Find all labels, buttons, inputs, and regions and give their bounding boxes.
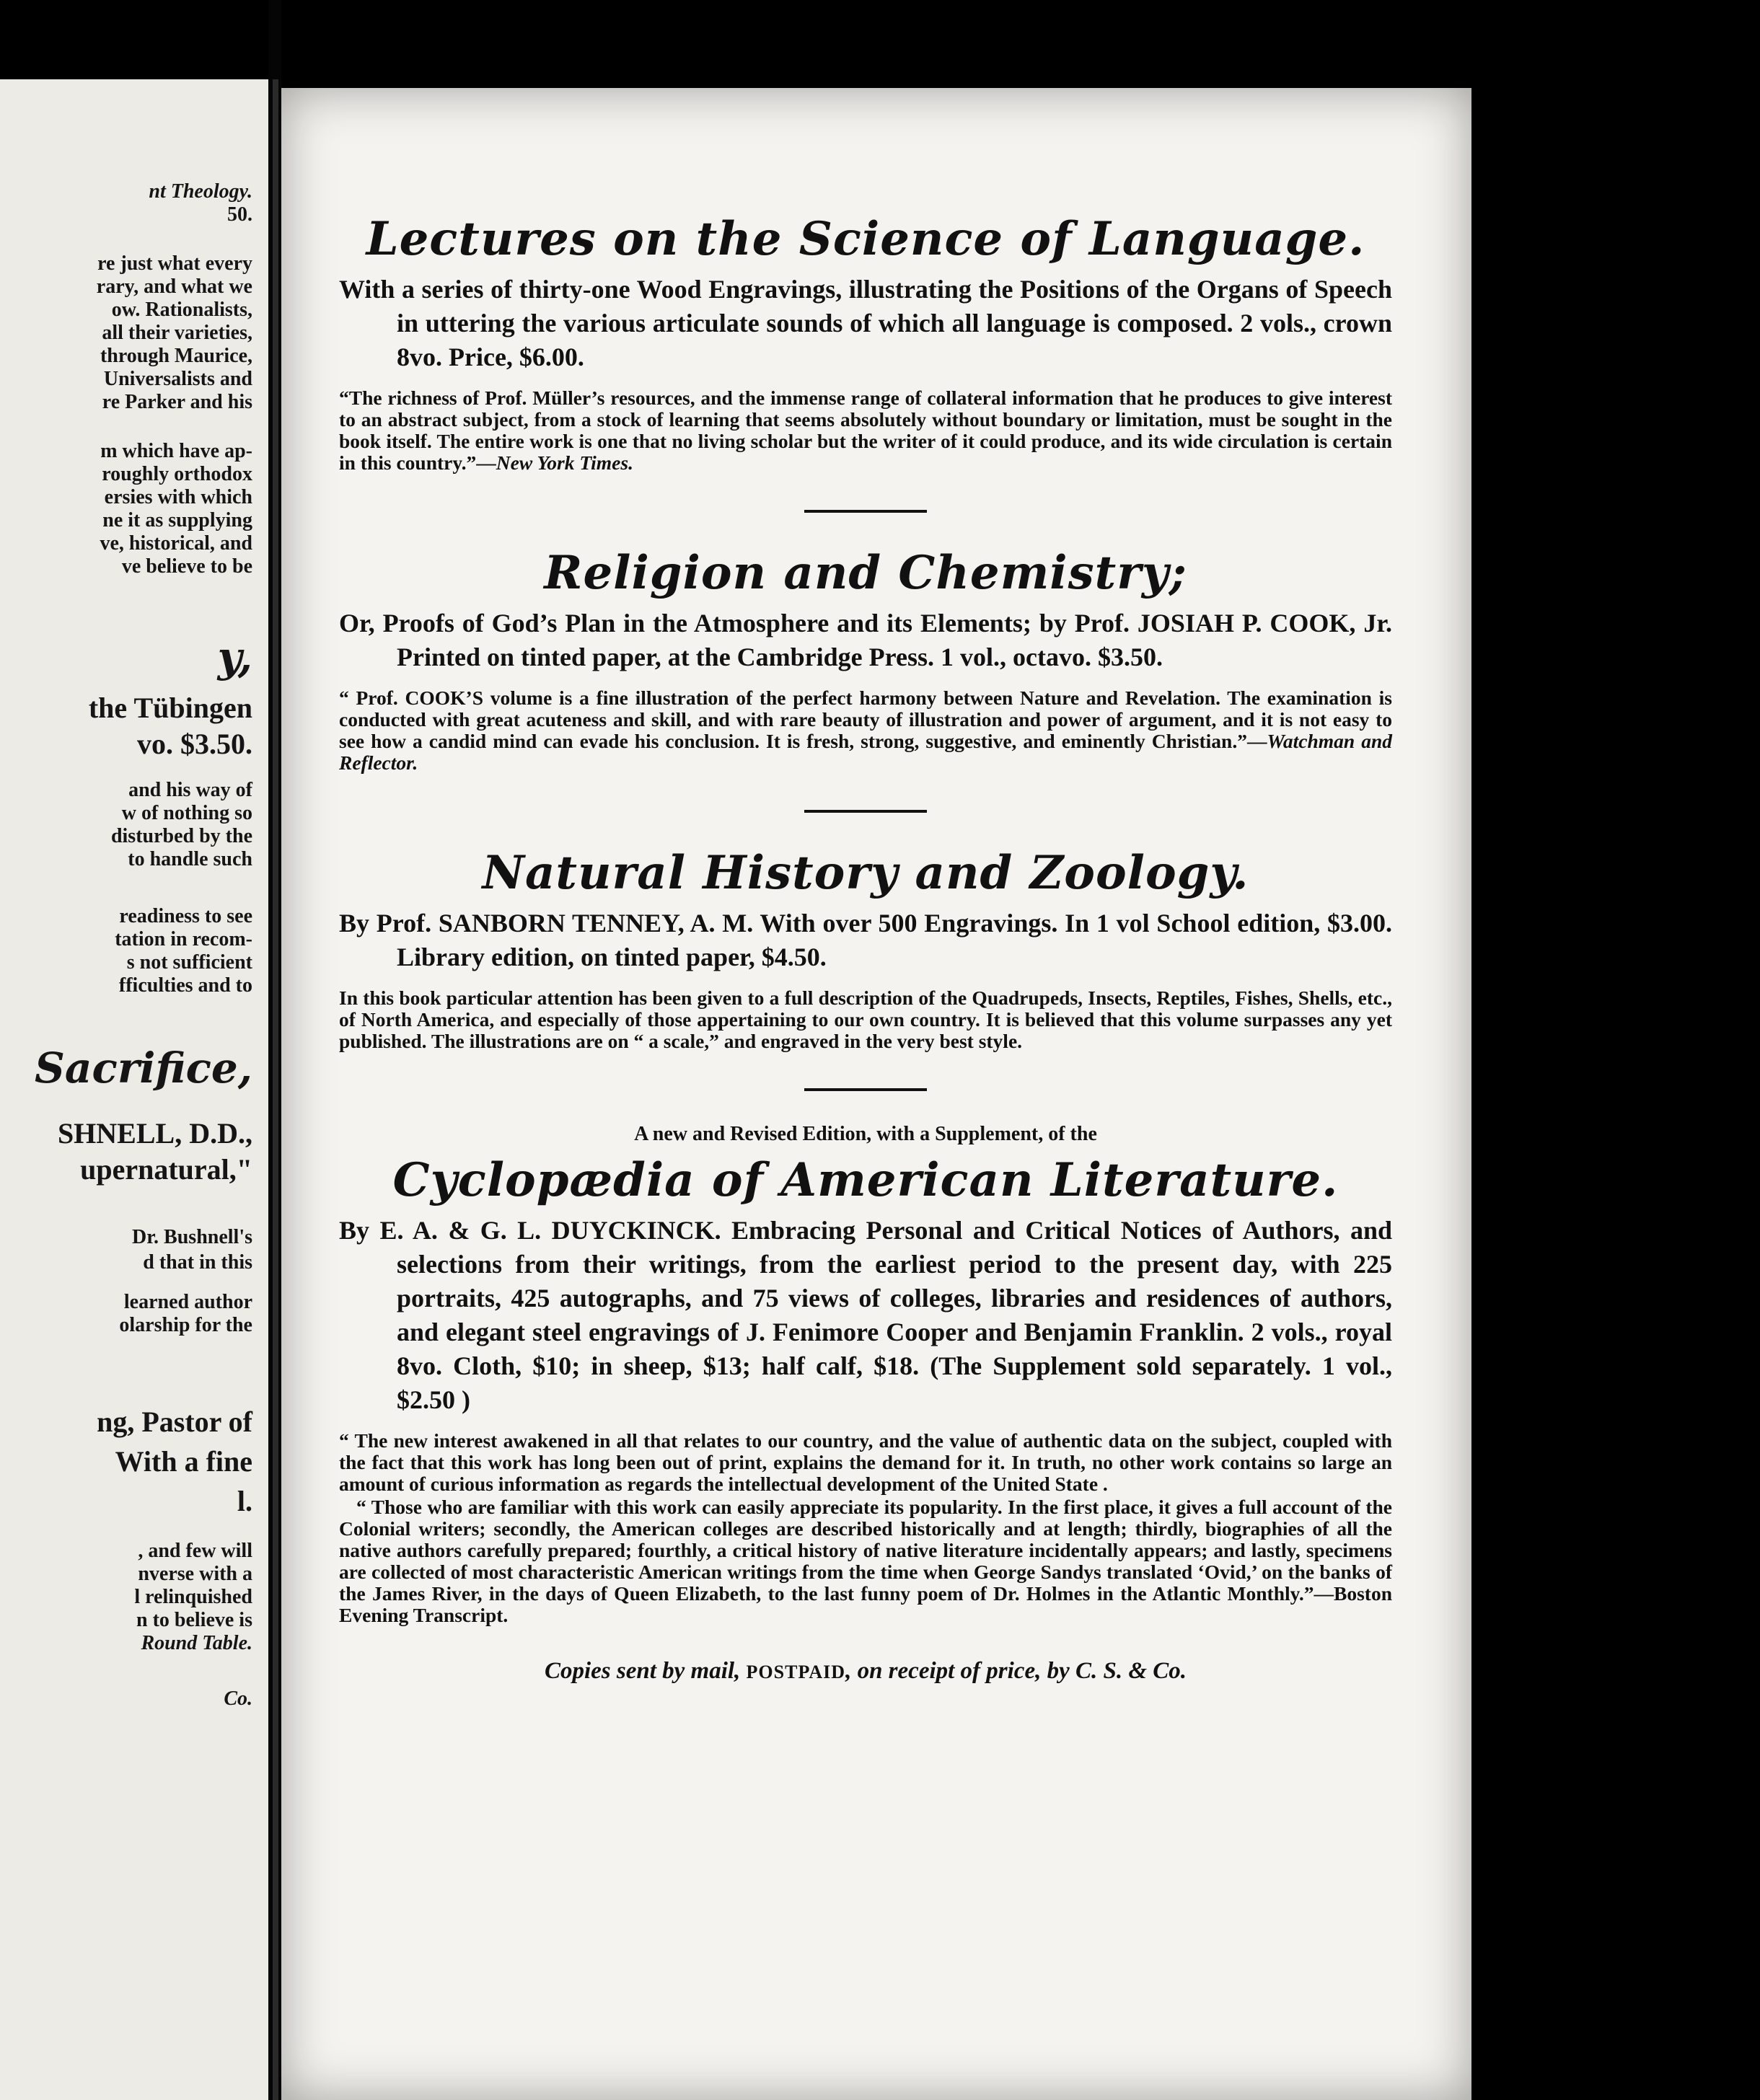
left-page-text-fragment: y, xyxy=(217,632,252,681)
section-title: Lectures on the Science of Language. xyxy=(366,212,1365,266)
left-page-text-fragment: d that in this xyxy=(143,1251,252,1274)
page-edge xyxy=(273,79,278,2100)
section-cyclopaedia xyxy=(339,1123,1392,1626)
left-page-text-fragment: nverse with a xyxy=(138,1563,252,1585)
left-page-text-fragment: the Tübingen xyxy=(88,692,252,724)
left-page-text-fragment: l relinquished xyxy=(134,1586,252,1608)
left-page-text-fragment: rary, and what we xyxy=(96,275,252,298)
postpaid-label: POSTPAID xyxy=(746,1662,846,1682)
section-description: By E. A. & G. L. DUYCKINCK. Embracing Personal and Critical Notices of Authors, and selections from their writings, from the earliest period to the present day, with 225 portraits, 425 autographs, and 75 views of colleges, libraries and residences of authors, and elegant steel engravings of J. Fenimore Cooper and Benjamin Franklin. 2 vols., royal 8vo. Cloth, $10; in sheep, $13; half calf, $18. (The Supplement sold separately. 1 vol., $2.50 ) xyxy=(339,1216,1392,1414)
left-page-text-fragment: ve, historical, and xyxy=(100,532,252,555)
left-page-text-fragment: learned author xyxy=(123,1291,252,1313)
left-page-text-fragment: SHNELL, D.D., xyxy=(57,1117,252,1150)
review-source: New York Times. xyxy=(496,451,633,474)
mail-notice-text: Copies sent by mail, xyxy=(544,1658,747,1684)
section-title: Religion and Chemistry; xyxy=(544,546,1187,600)
left-page-text-fragment: nt Theology. xyxy=(149,180,252,203)
section-supertitle: A new and Revised Edition, with a Supplement, of the xyxy=(634,1123,1097,1145)
left-page-text-fragment: ng, Pastor of xyxy=(97,1406,252,1438)
section-title: Natural History and Zoology. xyxy=(482,846,1249,900)
left-page-text-fragment: disturbed by the xyxy=(110,825,252,847)
left-page-text-fragment: m which have ap- xyxy=(100,440,252,462)
section-divider xyxy=(804,810,927,813)
left-page-text-fragment: s not sufficient xyxy=(126,951,252,974)
left-page-text-fragment: re Parker and his xyxy=(102,391,252,413)
left-page-text-fragment: all their varieties, xyxy=(102,322,252,344)
left-page-text-fragment: Co. xyxy=(224,1688,252,1710)
left-page-text-fragment: ve believe to be xyxy=(121,555,252,578)
left-page-text-fragment: re just what every xyxy=(97,252,252,275)
left-page-text-fragment: ow. Rationalists, xyxy=(111,299,252,321)
left-page-text-fragment: , and few will xyxy=(138,1540,252,1562)
section-divider xyxy=(804,510,927,513)
left-page-text-fragment: Round Table. xyxy=(141,1632,252,1654)
left-page-text-fragment: to handle such xyxy=(128,848,252,870)
mail-notice-text-end: , on receipt of price, by C. S. & Co. xyxy=(845,1658,1187,1684)
section-description: By Prof. SANBORN TENNEY, A. M. With over 500 Engravings. In 1 vol School edition, $3.00. Library edition, on tinted paper, $4.50. xyxy=(339,909,1392,971)
left-page-text-fragment: Universalists and xyxy=(103,368,252,390)
left-page-text-fragment: ne it as supplying xyxy=(102,509,252,531)
section-divider xyxy=(804,1088,927,1091)
left-page-text-fragment: With a fine xyxy=(115,1445,252,1478)
section-review: In this book particular attention has been given to a full description of the Quadrupeds, Insects, Reptiles, Fishes, Shells, etc., of North America, and especially of those appertaining to our own country. It is believed that this volume surpasses any yet published. The illustrations are on “ a scale,” and engraved in the very best style. xyxy=(339,987,1392,1052)
left-page-text-fragment: readiness to see xyxy=(119,905,252,927)
section-description: With a series of thirty-one Wood Engravings, illustrating the Positions of the Organs of Speech in uttering the various articulate sounds of which all language is composed. 2 vols., crown 8vo. Price, $6.00. xyxy=(339,275,1392,371)
left-page-text-fragment: ersies with which xyxy=(104,486,252,508)
page-content xyxy=(339,211,1392,1708)
section-science-of-language xyxy=(339,211,1392,474)
section-review xyxy=(339,387,1392,474)
left-page-text-fragment: Sacrifice, xyxy=(35,1044,252,1093)
advertisement-page xyxy=(281,88,1471,2100)
section-natural-history xyxy=(339,844,1392,1052)
review-text: “ Prof. COOK’S volume is a fine illustration of the perfect harmony between Nature and Revelation. The examination is conducted with great acuteness and skill, and with rare beauty of illustration and power of argument, and it is not easy to see how a candid mind can evade his conclusion. It is fresh, strong, suggestive, and eminently Christian.”— xyxy=(339,687,1392,752)
left-page-text-fragment: n to believe is xyxy=(136,1609,252,1631)
section-review-2: “ Those who are familiar with this work can easily appreciate its popularity. In the first place, it gives a full account of the Colonial writers; secondly, the American colleges are described historically and at length; thirdly, biographies of all the native authors carefully prepared; fourthly, a critical history of native literature incidentally appears; and lastly, specimens are collected of most characteristic American writings from the time when George Sandys translated ‘Ovid,’ on the banks of the James River, in the days of Queen Elizabeth, to the last funny poem of Dr. Holmes in the Atlantic Monthly.”—Boston Evening Transcript. xyxy=(339,1496,1392,1626)
left-page-text-fragment: upernatural," xyxy=(80,1153,252,1186)
section-review xyxy=(339,687,1392,774)
left-page-text-fragment: through Maurice, xyxy=(100,345,252,367)
left-page-text-fragment: fficulties and to xyxy=(118,974,252,997)
left-page-text-fragment: vo. $3.50. xyxy=(137,728,252,760)
left-page-text-fragment: roughly orthodox xyxy=(102,463,252,485)
section-title: Cyclopædia of American Literature. xyxy=(392,1153,1339,1207)
left-page-text-fragment: w of nothing so xyxy=(121,802,252,824)
left-facing-page xyxy=(0,79,268,2100)
section-religion-and-chemistry xyxy=(339,544,1392,774)
left-page-text-fragment: and his way of xyxy=(128,779,252,801)
section-description: Or, Proofs of God’s Plan in the Atmosphere and its Elements; by Prof. JOSIAH P. COOK, Jr. Printed on tinted paper, at the Cambridge Press. 1 vol., octavo. $3.50. xyxy=(339,609,1392,671)
left-page-text-fragment: Dr. Bushnell's xyxy=(131,1226,252,1248)
review-source: Watchman and Reflector. xyxy=(339,730,1393,774)
left-page-text-fragment: l. xyxy=(237,1485,252,1517)
mail-notice xyxy=(339,1658,1392,1685)
left-page-text-fragment: 50. xyxy=(227,203,252,226)
section-review: “ The new interest awakened in all that relates to our country, and the value of authentic data on the subject, coupled with the fact that this work has long been out of print, explains the demand for it. In truth, no other work contains so large an amount of curious information as regards the intellectual development of the United State . xyxy=(339,1429,1392,1495)
left-page-text-fragment: tation in recom- xyxy=(115,928,252,950)
review-text: “The richness of Prof. Müller’s resources, and the immense range of collateral information that he produces to give interest to an abstract subject, from a stock of learning that seems absolutely without boundary or limitation, must be sought in the book itself. The entire work is one that no living scholar but the writer of it could produce, and its wide circulation is certain in this country.”— xyxy=(339,387,1392,474)
left-page-text-fragment: olarship for the xyxy=(119,1314,252,1336)
